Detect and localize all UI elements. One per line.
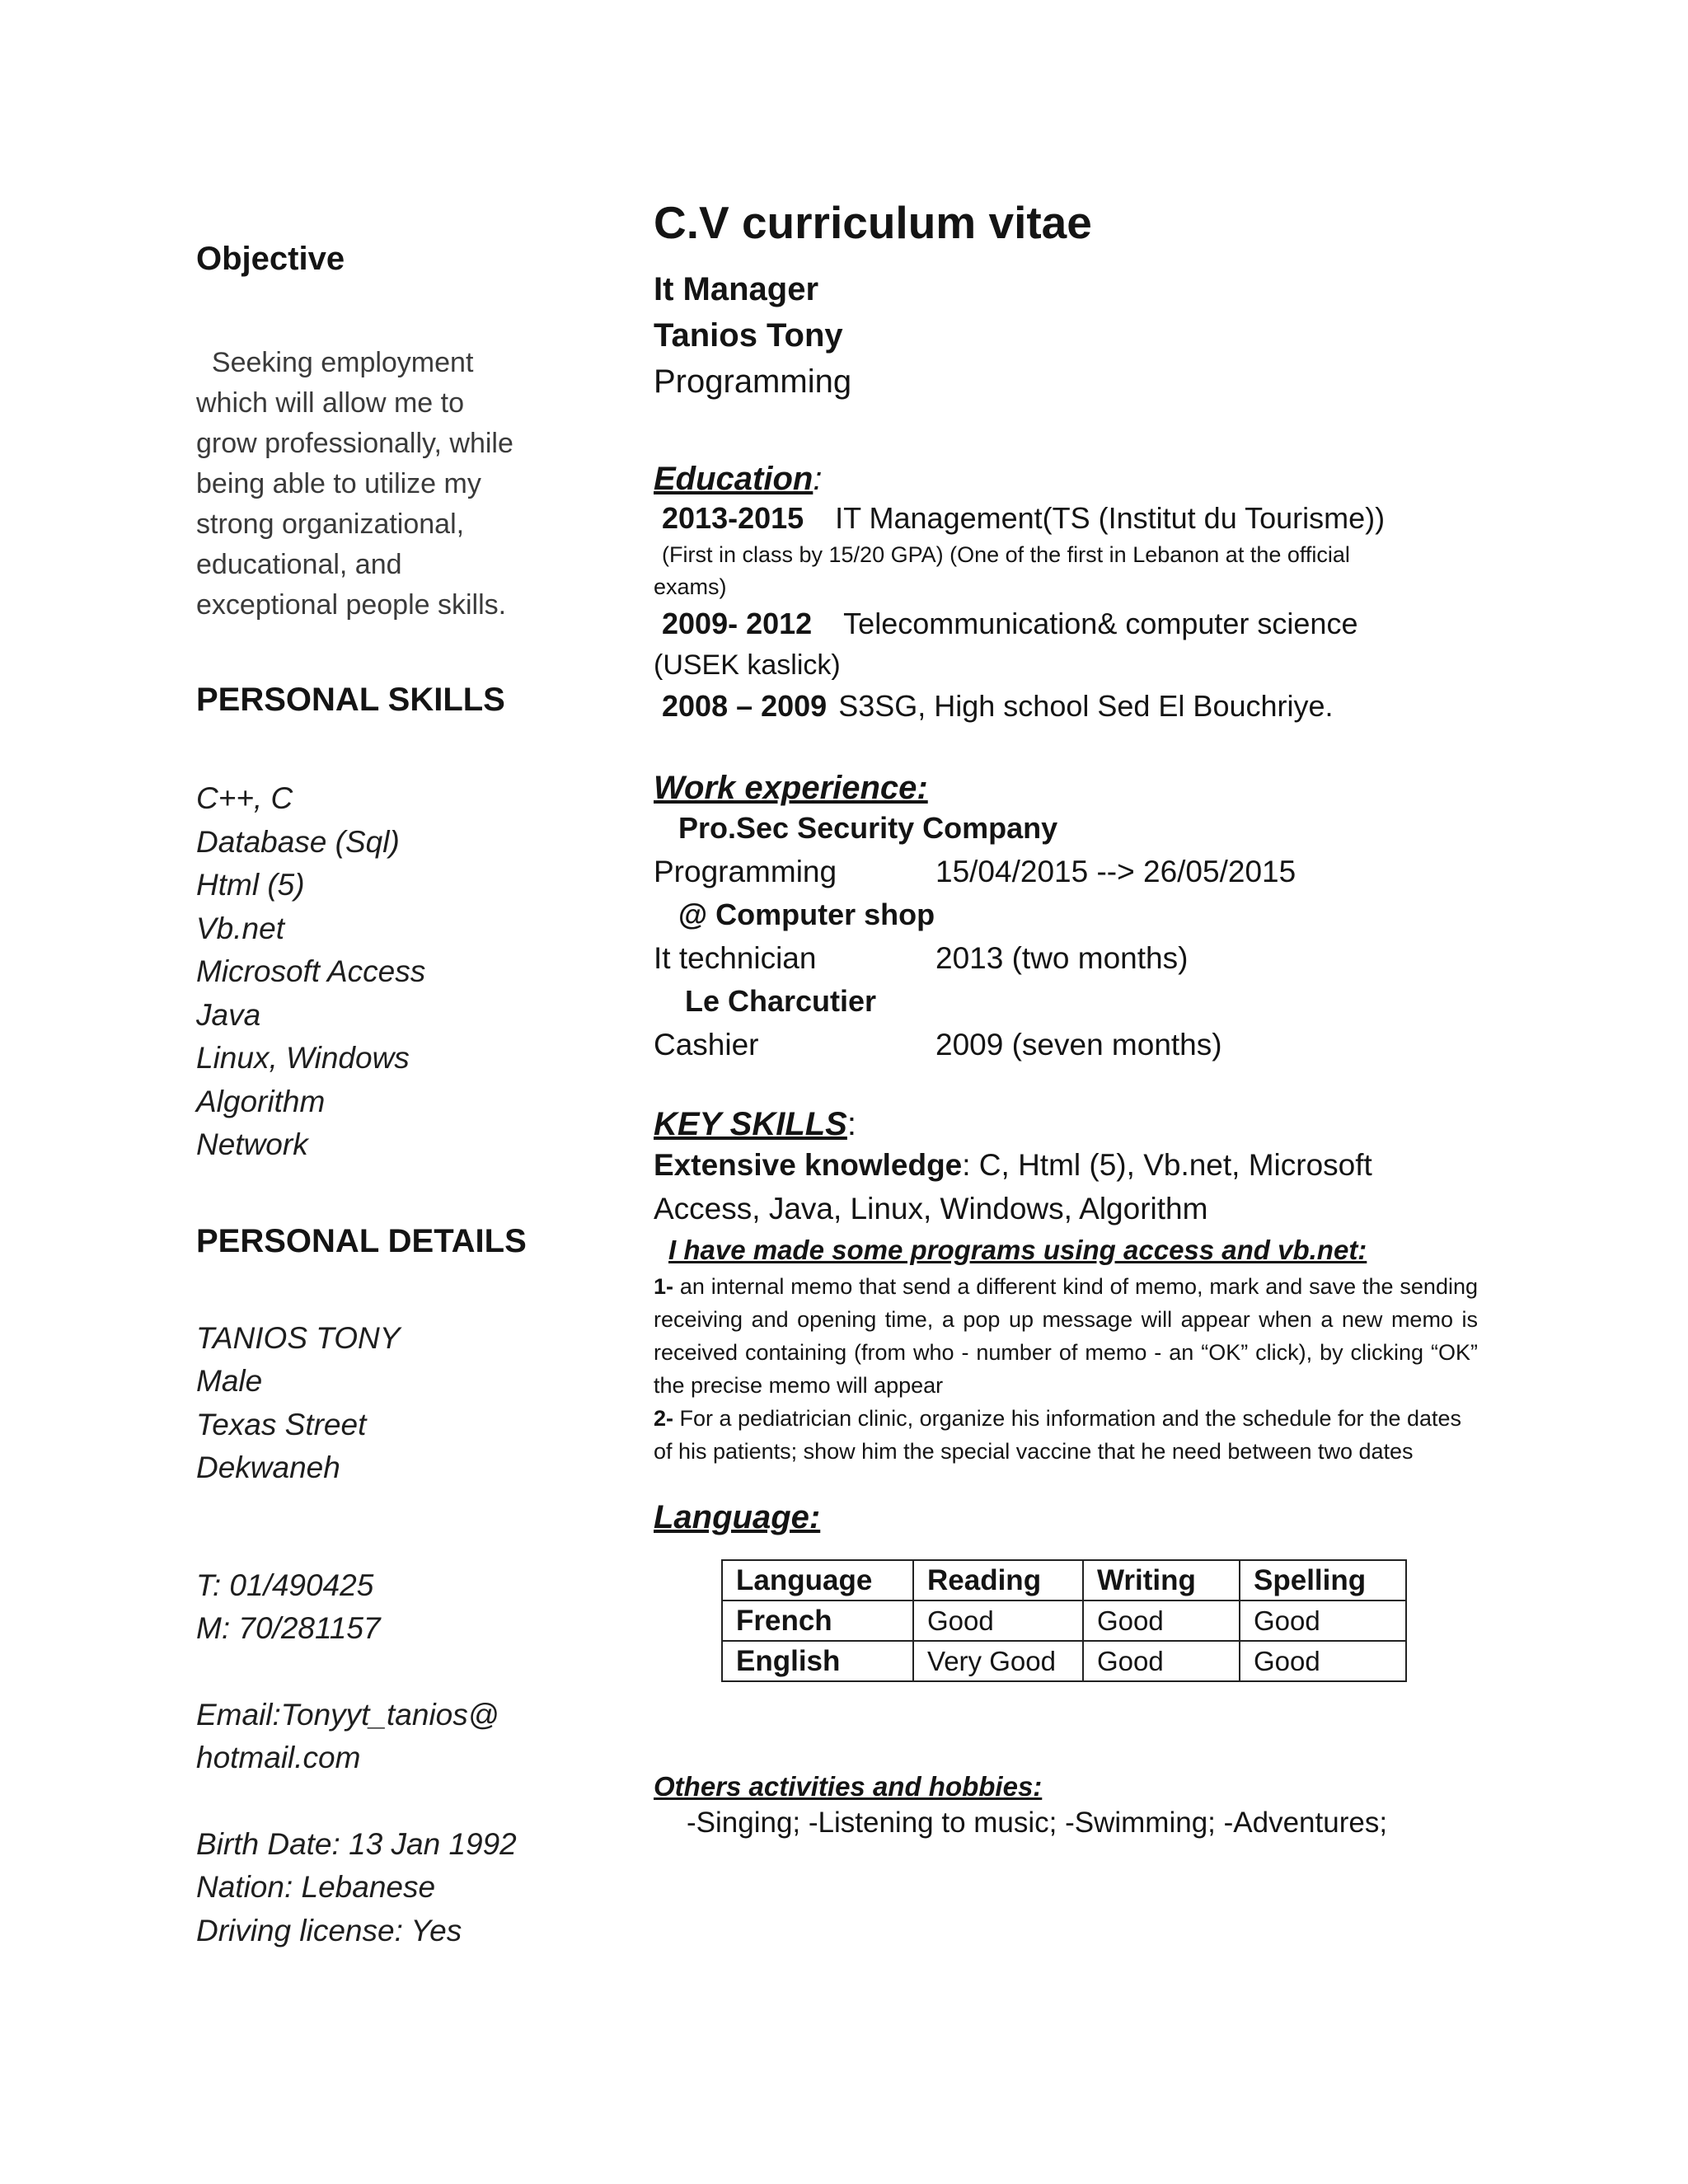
column-header: Reading: [913, 1560, 1083, 1601]
detail-city: Dekwaneh: [196, 1451, 340, 1484]
key-skills-heading: KEY SKILLS: [654, 1105, 847, 1142]
job-title: Programming: [654, 854, 837, 888]
job-title: Cashier: [654, 1027, 759, 1062]
extensive-knowledge-label: Extensive knowledge: [654, 1147, 963, 1182]
table-row: [722, 1641, 1406, 1681]
extensive-knowledge-cont: Access, Java, Linux, Windows, Algorithm: [654, 1191, 1208, 1226]
language-table: [721, 1559, 1407, 1682]
program-item: [654, 1402, 1478, 1468]
detail-driving-license: Driving license: Yes: [196, 1913, 462, 1947]
education-entry: [654, 603, 1478, 644]
candidate-field: Programming: [654, 363, 852, 400]
writing-level: Good: [1083, 1641, 1240, 1681]
programs-intro: I have made some programs using access and vb.net:: [668, 1234, 1367, 1265]
hobbies-text: -Singing; -Listening to music; -Swimming; -Adventures;: [687, 1806, 1388, 1839]
program-text: For a pediatrician clinic, organize his information and the schedule for the dates of his patients; show him the special vaccine that he need between two dates: [654, 1405, 1462, 1464]
detail-telephone: T: 01/490425: [196, 1568, 374, 1602]
extensive-knowledge: [654, 1143, 1478, 1187]
skill-item: Html (5): [196, 868, 305, 902]
column-header: Writing: [1083, 1560, 1240, 1601]
objective-line: educational, and: [196, 549, 402, 580]
detail-name: TANIOS TONY: [196, 1320, 401, 1355]
language-table-header: [722, 1560, 1406, 1601]
spelling-level: Good: [1240, 1641, 1406, 1681]
objective-line: which will allow me to: [196, 387, 464, 419]
education-entry: [654, 498, 1478, 539]
education-entry: [654, 686, 1478, 727]
detail-street: Texas Street: [196, 1407, 367, 1441]
reading-level: Good: [913, 1601, 1083, 1641]
job-row: [654, 1023, 1478, 1066]
education-note-cont: exams): [654, 574, 727, 599]
company-name: Le Charcutier: [685, 983, 877, 1018]
objective-line: grow professionally, while: [196, 428, 513, 459]
objective-title: Objective: [196, 241, 345, 277]
detail-email: Email:Tonyyt_tanios@: [196, 1697, 499, 1732]
objective-line: exceptional people skills.: [196, 589, 507, 621]
skill-item: Linux, Windows: [196, 1041, 410, 1075]
language-heading: Language:: [654, 1498, 821, 1535]
key-skills-section: [654, 1106, 1478, 1468]
detail-nation: Nation: Lebanese: [196, 1870, 436, 1904]
reading-level: Very Good: [913, 1641, 1083, 1681]
job-row: [654, 850, 1478, 893]
education-heading: Education: [654, 460, 814, 497]
job-period: 2013 (two months): [935, 940, 1189, 975]
program-item: [654, 1270, 1478, 1402]
education-section: [654, 461, 1478, 727]
left-column: [196, 239, 559, 1952]
company-name: @ Computer shop: [678, 897, 935, 931]
hobbies-heading: Others activities and hobbies:: [654, 1770, 1043, 1802]
education-year: 2008 – 2009: [662, 688, 828, 723]
job-period: 15/04/2015 --> 26/05/2015: [935, 854, 1296, 888]
table-row: [722, 1601, 1406, 1641]
skill-item: Vb.net: [196, 911, 284, 945]
language-name: French: [722, 1601, 913, 1641]
objective-line: being able to utilize my: [196, 468, 481, 499]
education-note: (First in class by 15/20 GPA) (One of the first in Lebanon at the official: [662, 541, 1350, 567]
education-year: 2009- 2012: [662, 606, 813, 640]
candidate-name: Tanios Tony: [654, 316, 843, 354]
job-row: [654, 936, 1478, 980]
work-experience-section: [654, 770, 1478, 1066]
objective-line: strong organizational,: [196, 509, 465, 540]
skill-item: Network: [196, 1127, 308, 1161]
objective-line: Seeking employment: [196, 347, 474, 378]
program-number: 1-: [654, 1273, 674, 1299]
job-period: 2009 (seven months): [935, 1027, 1222, 1062]
personal-details-list: [196, 1317, 559, 1953]
job-title: It technician: [654, 940, 817, 975]
writing-level: Good: [1083, 1601, 1240, 1641]
education-text: IT Management(TS (Institut du Tourisme)): [835, 500, 1386, 535]
detail-mobile: M: 70/281157: [196, 1611, 381, 1645]
personal-skills-list: [196, 777, 559, 1167]
objective-text: [196, 343, 559, 626]
extensive-knowledge-text: : C, Html (5), Vb.net, Microsoft: [962, 1147, 1372, 1182]
skill-item: C++, C: [196, 781, 293, 815]
work-experience-heading: Work experience:: [654, 769, 928, 806]
education-text: Telecommunication& computer science: [843, 606, 1358, 640]
spelling-level: Good: [1240, 1601, 1406, 1641]
job-role: It Manager: [654, 270, 819, 307]
right-column: [654, 198, 1478, 1844]
detail-birth-date: Birth Date: 13 Jan 1992: [196, 1826, 517, 1861]
language-name: English: [722, 1641, 913, 1681]
document-title: C.V curriculum vitae: [654, 197, 1092, 248]
column-header: Language: [722, 1560, 913, 1601]
skill-item: Microsoft Access: [196, 954, 426, 988]
company-name: Pro.Sec Security Company: [678, 810, 1058, 845]
education-entry-cont: (USEK kaslick): [654, 649, 841, 681]
personal-details-title: PERSONAL DETAILS: [196, 1222, 527, 1259]
detail-email-domain: hotmail.com: [196, 1741, 361, 1774]
key-skills-heading-colon: :: [846, 1105, 856, 1142]
education-year: 2013-2015: [662, 500, 804, 535]
skill-item: Java: [196, 997, 261, 1032]
detail-gender: Male: [196, 1364, 263, 1398]
language-section: [654, 1499, 1478, 1682]
education-heading-colon: :: [813, 460, 823, 497]
column-header: Spelling: [1240, 1560, 1406, 1601]
skill-item: Database (Sql): [196, 824, 400, 859]
program-number: 2-: [654, 1405, 674, 1431]
personal-skills-title: PERSONAL SKILLS: [196, 682, 505, 718]
skill-item: Algorithm: [196, 1084, 326, 1118]
program-text: an internal memo that send a different kind of memo, mark and save the sending receiving and opening time, a pop up message will appear when a new memo is received containing (from who - number of memo - an “OK” click), by clicking “OK” the precise memo will appear: [654, 1273, 1478, 1398]
education-text: S3SG, High school Sed El Bouchriye.: [838, 688, 1334, 723]
